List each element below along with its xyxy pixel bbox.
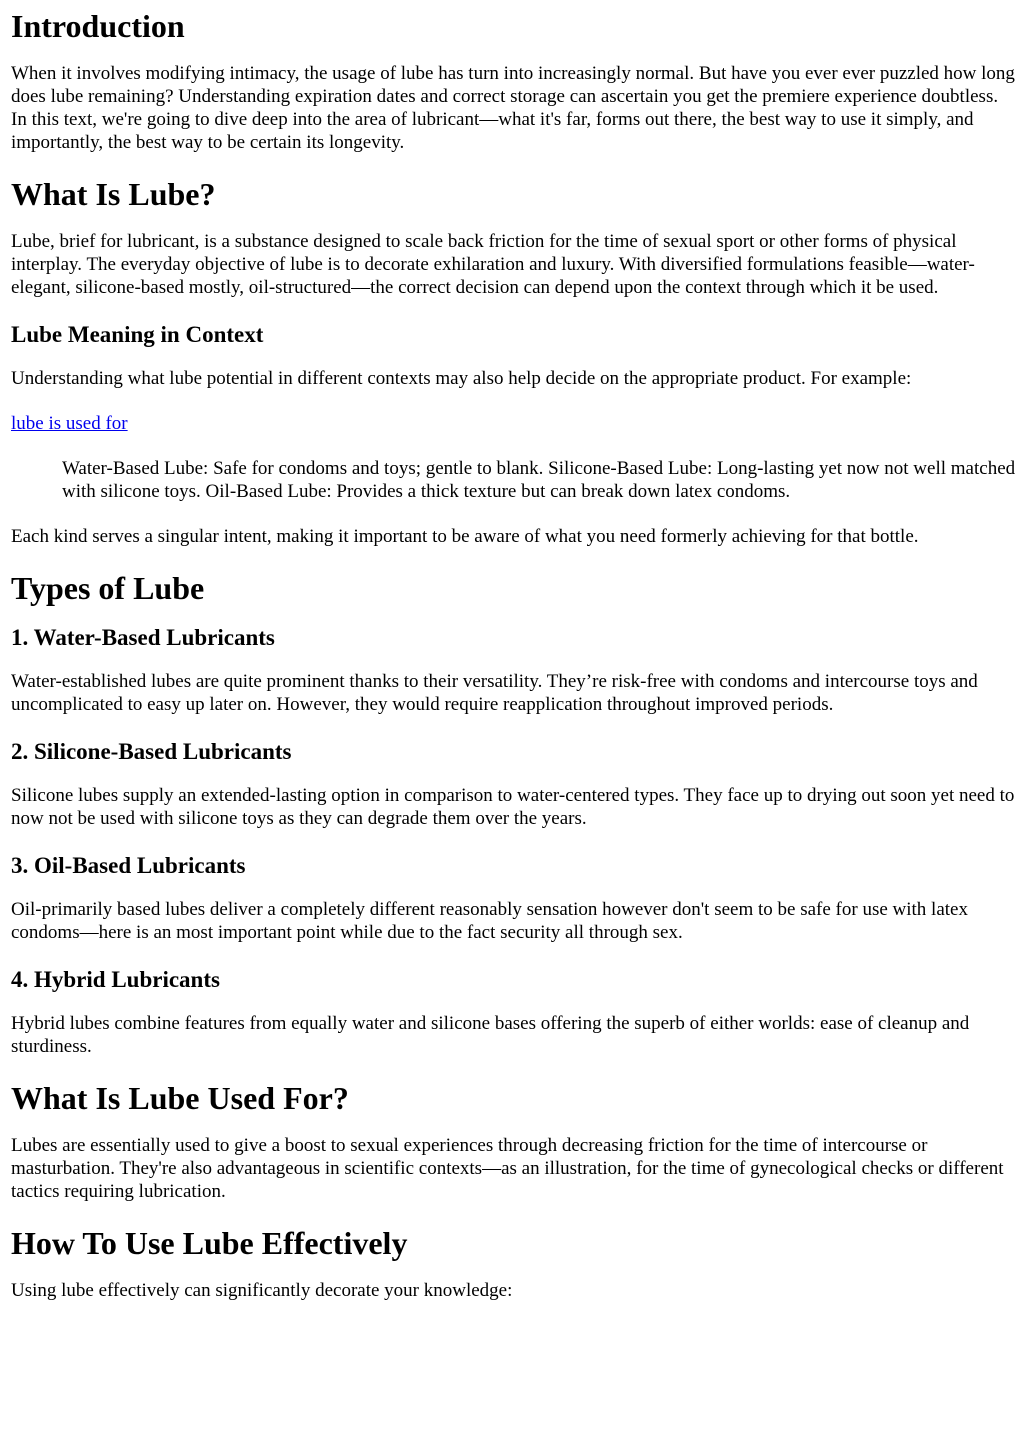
heading-lube-meaning: Lube Meaning in Context: [11, 322, 264, 347]
paragraph-silicone-based: Silicone lubes supply an extended-lasting option in comparison to water-centered types. They face up to drying out soon yet need to now not be used with silicone toys as they can degrade them over the years.: [11, 785, 1015, 829]
paragraph-introduction: When it involves modifying intimacy, the usage of lube has turn into increasingly normal. But have you ever ever puzzled how long does lube remaining? Understanding expiration dates and correct storage can ascertain you get the premiere experience doubtless. In this text, we're going to dive deep into the area of lubricant—what it's far, forms out there, the best way to use it simply, and importantly, the best way to be certain its longevity.: [11, 63, 1015, 153]
heading-what-is-lube: What Is Lube?: [11, 176, 216, 212]
paragraph-each-kind: Each kind serves a singular intent, making it important to be aware of what you need formerly achieving for that bottle.: [11, 526, 919, 547]
section-what-is-lube: [11, 176, 1016, 299]
paragraph-water-based: Water-established lubes are quite prominent thanks to their versatility. They’re risk-free with condoms and intercourse toys and uncomplicated to easy up later on. However, they would require reapplication throughout improved periods.: [11, 671, 978, 715]
paragraph-oil-based: Oil-primarily based lubes deliver a completely different reasonably sensation however don't seem to be safe for use with latex condoms—here is an most important point while due to the fact security all through sex.: [11, 899, 968, 943]
lube-is-used-for-link[interactable]: lube is used for: [11, 413, 128, 434]
paragraph-used-for: Lubes are essentially used to give a boost to sexual experiences through decreasing friction for the time of intercourse or masturbation. They're also advantageous in scientific contexts—as an illustration, for the time of gynecological checks or different tactics requiring lubrication.: [11, 1135, 1004, 1202]
heading-hybrid: 4. Hybrid Lubricants: [11, 967, 220, 992]
link-paragraph: [11, 412, 1016, 435]
paragraph-what-is-lube: Lube, brief for lubricant, is a substance designed to scale back friction for the time of sexual sport or other forms of physical interplay. The everyday objective of lube is to decorate exhilaration and luxury. With diversified formulations feasible—water-elegant, silicone-based mostly, oil-structured—the correct decision can depend upon the context through which it be used.: [11, 231, 975, 298]
heading-types-of-lube: Types of Lube: [11, 570, 205, 606]
heading-introduction: Introduction: [11, 8, 185, 44]
heading-used-for: What Is Lube Used For?: [11, 1080, 349, 1116]
section-types-of-lube: [11, 570, 1016, 1058]
heading-water-based: 1. Water-Based Lubricants: [11, 625, 275, 650]
section-introduction: [11, 8, 1016, 154]
heading-oil-based: 3. Oil-Based Lubricants: [11, 853, 246, 878]
paragraph-lube-meaning: Understanding what lube potential in different contexts may also help decide on the appropriate product. For example:: [11, 368, 912, 389]
heading-silicone-based: 2. Silicone-Based Lubricants: [11, 739, 292, 764]
article: [0, 8, 1024, 1302]
section-how-to-use: [11, 1225, 1016, 1302]
blockquote-lube-types: Water-Based Lube: Safe for condoms and toys; gentle to blank. Silicone-Based Lube: Long-lasting yet now not well matched with silicone toys. Oil-Based Lube: Provides a thick texture but can break down latex condoms.: [62, 458, 1016, 502]
paragraph-how-to-use: Using lube effectively can significantly decorate your knowledge:: [11, 1280, 513, 1301]
section-used-for: [11, 1080, 1016, 1203]
heading-how-to-use: How To Use Lube Effectively: [11, 1225, 408, 1261]
paragraph-hybrid: Hybrid lubes combine features from equally water and silicone bases offering the superb of either worlds: ease of cleanup and sturdiness.: [11, 1013, 970, 1057]
section-lube-meaning: [11, 321, 1016, 548]
